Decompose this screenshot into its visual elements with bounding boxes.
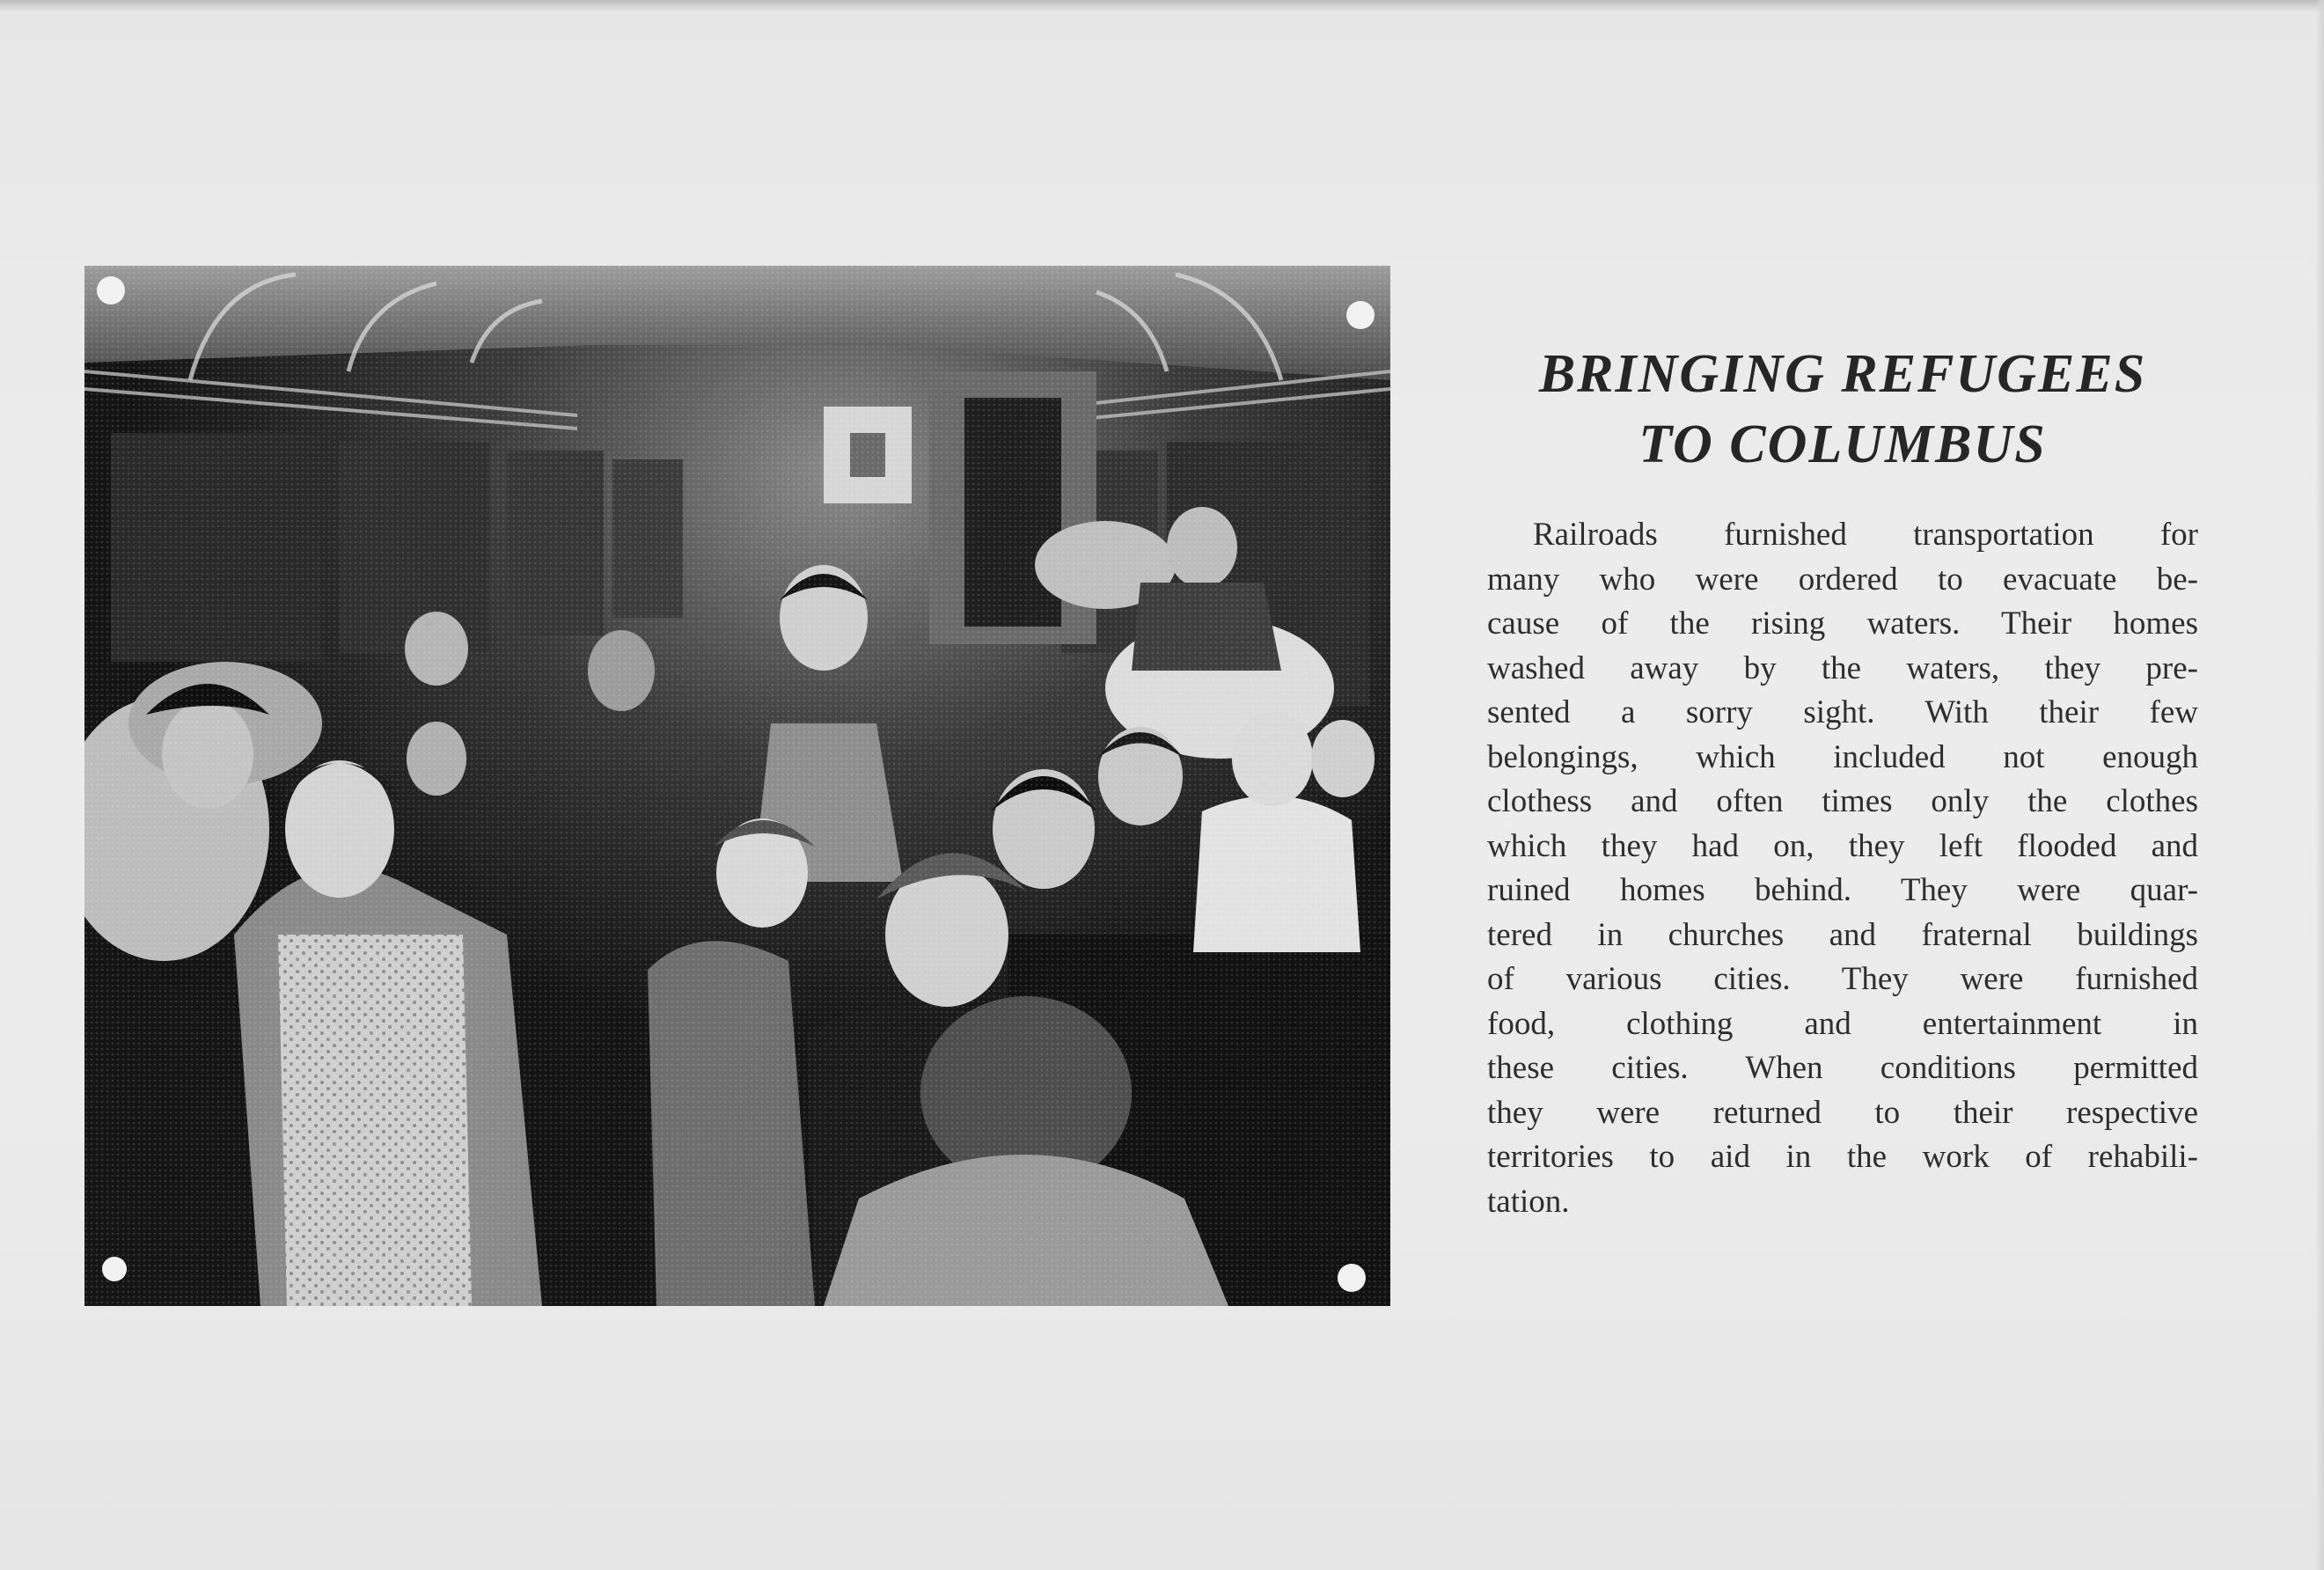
headline-line-2: TO COLUMBUS (1639, 415, 2047, 474)
page-right-edge (2315, 0, 2324, 1570)
body-line: tered in churches and fraternal buildings (1487, 916, 2198, 953)
body-line: which they had on, they left flooded and (1487, 827, 2198, 864)
page-top-shadow (0, 0, 2324, 12)
body-line: cause of the rising waters. Their homes (1487, 605, 2198, 642)
article-column (1487, 339, 2198, 1224)
body-line: washed away by the waters, they pre- (1487, 649, 2198, 686)
body-line: they were returned to their respective (1487, 1094, 2198, 1131)
refugee-train-photo (84, 266, 1390, 1306)
body-line: tation. (1487, 1183, 1570, 1220)
body-line: ruined homes behind. They were quar- (1487, 872, 2198, 908)
body-line: sented a sorry sight. With their few (1487, 694, 2198, 730)
halftone-overlay (84, 266, 1390, 1306)
body-line: Railroads furnished transportation for (1533, 517, 2198, 553)
body-line: many who were ordered to evacuate be- (1487, 561, 2198, 598)
headline-line-1: BRINGING REFUGEES (1538, 344, 2147, 404)
body-line: territories to aid in the work of rehabili- (1487, 1139, 2198, 1175)
article-body (1487, 513, 2198, 1224)
body-line: food, clothing and entertainment in (1487, 1005, 2198, 1042)
article-headline (1487, 339, 2198, 480)
body-line: of various cities. They were furnished (1487, 961, 2198, 997)
body-line: these cities. When conditions permitted (1487, 1050, 2198, 1086)
photo-illustration (84, 266, 1390, 1306)
body-line: clothess and often times only the clothes (1487, 783, 2198, 819)
body-line: belongings, which included not enough (1487, 738, 2198, 775)
